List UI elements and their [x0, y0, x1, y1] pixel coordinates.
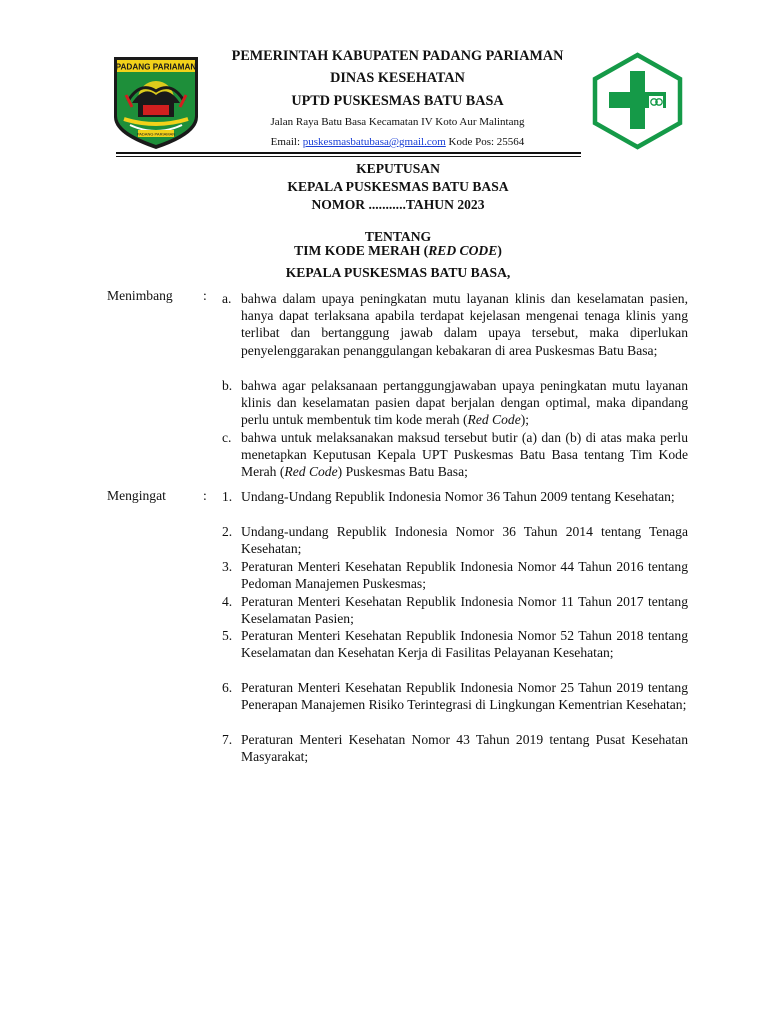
item-text: Undang-undang Republik Indonesia Nomor 36 Tahun 2014 tentang Tenaga Kesehatan; — [241, 524, 688, 557]
letterhead-contact — [200, 136, 595, 148]
mengingat-label: Mengingat — [107, 488, 166, 503]
mengingat-item — [222, 627, 688, 661]
menimbang-item — [222, 290, 688, 359]
email-label: Email: — [270, 136, 303, 148]
menimbang-item — [222, 429, 688, 481]
mengingat-item — [222, 558, 688, 592]
decree-subject — [100, 243, 696, 259]
letterhead-rule-thick — [116, 152, 581, 154]
letterhead-rule-thin — [116, 156, 581, 157]
regency-crest-icon — [110, 55, 202, 151]
crest-banner: PADANG PARIAMAN — [115, 62, 197, 72]
item-marker: 3. — [222, 559, 233, 574]
letterhead-address: Jalan Raya Batu Basa Kecamatan IV Koto Aur Malintang — [270, 116, 525, 128]
item-text — [241, 377, 688, 429]
item-marker: b. — [222, 378, 233, 393]
item-text-main: bahwa agar pelaksanaan pertanggungjawaban upaya peningkatan mutu layanan klinis dan keselamatan pasien dapat berjalan dengan optimal, maka dipandang perlu untuk membentuk tim kode merah ( — [241, 378, 688, 428]
menimbang-item — [222, 377, 688, 429]
item-marker: a. — [222, 291, 232, 306]
decree-number: NOMOR ...........TAHUN 2023 — [311, 197, 485, 212]
mengingat-item — [222, 731, 688, 765]
item-text-italic: Red Code — [284, 464, 338, 480]
mengingat-item — [222, 488, 688, 505]
item-text-main: bahwa untuk melaksanakan maksud tersebut butir (a) dan (b) di atas maka perlu menetapkan Keputusan Kepala UPT Puskesmas Batu Basa tentang Tim Kode Merah ( — [241, 430, 688, 480]
subject-italic: RED CODE — [428, 243, 498, 258]
letterhead-office: UPTD PUSKESMAS BATU BASA — [291, 93, 504, 109]
item-text: Undang-Undang Republik Indonesia Nomor 36 Tahun 2009 tentang Kesehatan; — [241, 489, 675, 504]
item-text-tail: ) Puskesmas Batu Basa; — [337, 464, 468, 480]
item-text: Peraturan Menteri Kesehatan Republik Indonesia Nomor 52 Tahun 2018 tentang Keselamatan dan Kesehatan Kerja di Fasilitas Pelayanan Kesehatan; — [241, 628, 688, 661]
item-text — [241, 290, 688, 359]
subject-pre: TIM KODE MERAH ( — [294, 243, 429, 258]
decree-title: KEPUTUSAN — [356, 161, 440, 176]
item-marker: 7. — [222, 732, 233, 747]
menimbang-colon: : — [203, 288, 207, 303]
item-text: Peraturan Menteri Kesehatan Republik Indonesia Nomor 44 Tahun 2016 tentang Pedoman Manajemen Puskesmas; — [241, 559, 688, 592]
item-marker: c. — [222, 430, 232, 445]
item-marker: 5. — [222, 628, 233, 643]
mengingat-colon: : — [203, 488, 207, 503]
mengingat-item — [222, 679, 688, 713]
mengingat-item — [222, 593, 688, 627]
letterhead-department: DINAS KESEHATAN — [330, 70, 465, 86]
menimbang-label: Menimbang — [107, 288, 173, 303]
decree-tentang: TENTANG — [364, 229, 432, 244]
decree-issuer: KEPALA PUSKESMAS BATU BASA — [287, 179, 509, 194]
item-text-main: bahwa dalam upaya peningkatan mutu layanan klinis dan keselamatan pasien, hanya dapat terlaksana apabila terdapat kejelasan mengenai tenaga klinis yang terlibat dan bertanggung jawab dalam upaya tersebut, maka diperlukan penyelenggarakan penanggulangan kebakaran di area Puskesmas Batu Basa; — [241, 291, 688, 358]
item-marker: 1. — [222, 489, 233, 504]
item-marker: 4. — [222, 594, 233, 609]
letterhead-government: PEMERINTAH KABUPATEN PADANG PARIAMAN — [231, 48, 564, 64]
decree-official: KEPALA PUSKESMAS BATU BASA, — [285, 265, 511, 280]
mengingat-item — [222, 523, 688, 557]
item-text: Peraturan Menteri Kesehatan Republik Indonesia Nomor 25 Tahun 2019 tentang Penerapan Manajemen Risiko Terintegrasi di Lingkungan Kementrian Kesehatan; — [241, 680, 688, 713]
crest-ribbon: PADANG PARIAMAN — [136, 131, 176, 137]
item-text — [241, 429, 688, 481]
item-text-tail: ); — [520, 412, 530, 428]
subject-post: ) — [497, 243, 502, 258]
item-text: Peraturan Menteri Kesehatan Republik Indonesia Nomor 11 Tahun 2017 tentang Keselamatan Pasien; — [241, 594, 688, 627]
item-text: Peraturan Menteri Kesehatan Nomor 43 Tahun 2019 tentang Pusat Kesehatan Masyarakat; — [241, 732, 688, 765]
email-link[interactable]: puskesmasbatubasa@gmail.com — [302, 136, 446, 148]
puskesmas-cross-icon — [591, 52, 684, 150]
item-text-italic: Red Code — [467, 412, 521, 428]
item-marker: 6. — [222, 680, 233, 695]
postcode: Kode Pos: 25564 — [445, 136, 525, 148]
item-marker: 2. — [222, 524, 233, 539]
